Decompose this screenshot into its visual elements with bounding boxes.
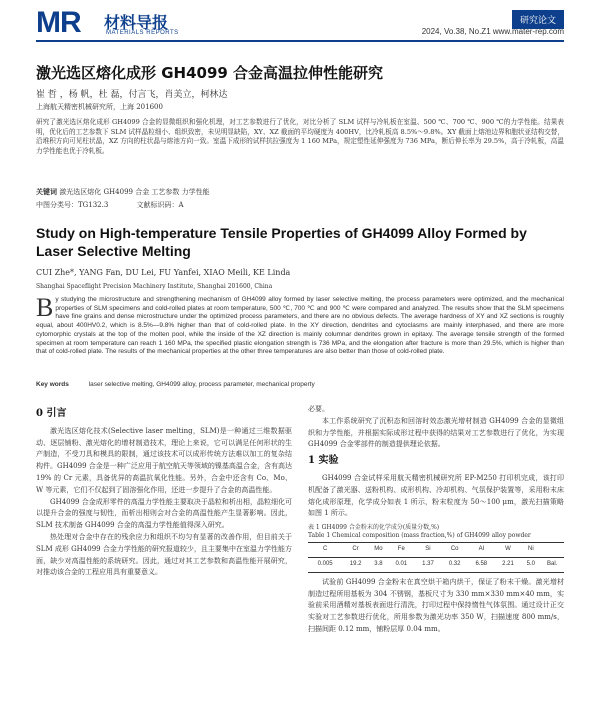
issue-line: 2024, Vo.38, No.Z1 www.mater-rep.com bbox=[421, 27, 564, 36]
table-header-cell: Mo bbox=[374, 546, 383, 553]
table-value-cell: 6.58 bbox=[475, 560, 488, 567]
authors-en: CUI Zhe*, YANG Fan, DU Lei, FU Yanfei, XIAO Meili, KE Linda bbox=[36, 268, 291, 277]
table-value-cell: 1.37 bbox=[422, 560, 434, 567]
table-header-cell: Fe bbox=[397, 546, 405, 553]
affiliation-cn: 上海航天精密机械研究所，上海 201600 bbox=[36, 103, 163, 111]
table-value-cell: 2.21 bbox=[502, 560, 514, 567]
section-1-heading: 1 实验 bbox=[308, 455, 339, 467]
composition-table bbox=[308, 542, 564, 573]
intro-paragraph-2: GH4099 合金成形零件的高温力学性能主要取决于晶粒和析出相，晶粒细化可以提升合金的强度与韧性，而析出相则会对合金的高温性能产生显著影响。因此，SLM 技术制备 GH4099 合金的高温力学性能值得深入研究。 bbox=[36, 497, 292, 530]
table-header-cell: Si bbox=[425, 546, 431, 553]
table-header-cell: Cr bbox=[352, 546, 359, 553]
journal-logo bbox=[36, 6, 206, 40]
keywords-en bbox=[36, 381, 564, 388]
section-0-heading: 0 引言 bbox=[36, 408, 67, 419]
abstract-en bbox=[36, 293, 564, 357]
keywords-en-label: Key words bbox=[36, 381, 69, 388]
keywords-cn-label: 关键词 bbox=[36, 187, 57, 196]
table-value-cell: Bal. bbox=[547, 560, 558, 567]
experiment-paragraph-2: 试验前 GH4099 合金粉末在真空烘干箱内烘干，保证了粉末干燥。激光增材制造过程所用基板为 304 不锈钢，基板尺寸为 330 mm×330 mm×40 mm，实验前采用酒精对基板表面进行清洗，打印过程中保持惰性气体氛围。通过设计正交实验对工艺参数进行优化，所用参数为激光功率 350 W，扫描速度 800 mm/s，扫描间距 0.12 mm，铺粉层厚 0.04 mm。 bbox=[308, 577, 564, 633]
left-column bbox=[36, 404, 292, 579]
table-value-cell: 0.01 bbox=[395, 560, 408, 567]
authors-cn: 崔 哲 ，杨 帆，杜 磊，付言飞，肖美立，柯林达 bbox=[36, 90, 228, 100]
intro-paragraph-1: 激光选区熔化技术(Selective laser melting，SLM)是一种通过三维数据驱动、逐层铺粉、激光熔化的增材制造技术，理论上来说，它可以满足任何形状的生产制造，不受刀具和模具的限制，通过该技术可以成形传统方法难以加工的复杂结构件。GH4099 合金是一种广泛应用于航空航天等领域的镍基高温合金，含有高达 19% 的 Cr 元素，具备优异的高温抗氧化性能。另外，合金中还含有 Co、Mo、W 等元素，它们不仅起到了固溶强化作用，还进一步提升了合金的高温性能。 bbox=[36, 426, 292, 494]
table-value-cell: 19.2 bbox=[349, 560, 362, 567]
table-header-cell: Al bbox=[478, 546, 484, 553]
intro-continuation: 必要。 bbox=[308, 405, 329, 413]
classification bbox=[36, 200, 564, 210]
abstract-en-text: y studying the microstructure and strengthening mechanism of GH4099 alloy formed by laser selective melting, the process parameters were optimized, and the mechanical properties of SLM specimens and cold-rolled plates at room temperature, 500 ℃, 700 ℃ and 900 ℃ were compared and analyzed. The results show that the SLM specimens have fine grains and dense microstructure under the optimized process parameters, and there are no obvious defects. The average hardness of XY and XZ sections is roughly equal, about 400HV0.2, which is 8.5%—9.8% higher than that of cold-rolled plate. In the XY direction, dendrites and cytoclasms are mainly interphased, and there are more cytomorphic crystals at the top of the molten pool, while the inside of the XZ direction is mainly columnar dendrites grown in epitaxy. The average tensile strength of the formed specimen at room temperature can reach 1 160 MPa, the specified plastic elongation strength is 736 MPa, and the elongation after fracture is more than 29.5%, which is higher than that of cold-rolled plate. The results of the mechanical properties at the other three temperatures are also better than those of cold-rolled plate. bbox=[36, 296, 564, 356]
title-cn: 激光选区熔化成形 GH4099 合金高温拉伸性能研究 bbox=[36, 64, 384, 82]
keywords-en-value: laser selective melting, GH4099 alloy, process parameter, mechanical property bbox=[88, 381, 315, 388]
table-value-cell: 0.32 bbox=[448, 560, 461, 567]
journal-header bbox=[0, 0, 600, 52]
logo-en: MATERIALS REPORTS bbox=[106, 30, 179, 36]
drop-cap: B bbox=[36, 293, 54, 322]
clc-number: 中图分类号：TG132.3 bbox=[36, 201, 109, 209]
table-1-caption-cn: 表 1 GH4099 合金粉末的化学成分(质量分数,%) bbox=[308, 524, 440, 532]
keywords-cn bbox=[36, 187, 564, 197]
doc-code: 文献标识码：A bbox=[136, 201, 184, 209]
table-value-cell: 5.0 bbox=[526, 560, 536, 567]
intro-paragraph-4: 本工作系统研究了沉积态和回溶时效态激光增材制造 GH4099 合金的显微组织和力学性能，并根据实际成形过程中获得的结果对工艺参数进行了优化，为实现 GH4099 合金零部件的制造提供理论依据。 bbox=[308, 416, 564, 449]
logo-mark: MR bbox=[36, 6, 81, 39]
header-divider bbox=[36, 40, 564, 42]
table-header-cell: W bbox=[505, 546, 511, 553]
right-column bbox=[308, 404, 564, 636]
keywords-cn-value: 激光选区熔化 GH4099 合金 工艺参数 力学性能 bbox=[59, 188, 210, 196]
section-tag: 研究论文 bbox=[512, 10, 564, 29]
intro-paragraph-3: 热处理对合金中存在的残余应力和组织不均匀有显著的改善作用，但目前关于 SLM 成形 GH4099 合金力学性能的研究报道较少，且主要集中在室温力学性能方面，缺少对高温性能的系统研究。因此，通过对其工艺参数和高温性能开展研究，对推动该合金的工程应用具有重要意义。 bbox=[36, 532, 292, 577]
title-en: Study on High-temperature Tensile Properties of GH4099 Alloy Formed by Laser Selective Melting bbox=[36, 225, 527, 259]
table-1-caption-en: Table 1 Chemical composition (mass fraction,%) of GH4099 alloy powder bbox=[308, 532, 531, 540]
table-header-cell: Co bbox=[450, 546, 459, 553]
logo-cn: 材料导报 bbox=[104, 13, 169, 32]
table-value-cell: 0.005 bbox=[317, 560, 333, 567]
table-header-cell: C bbox=[322, 546, 328, 553]
experiment-paragraph-1: GH4099 合金试样采用航天精密机械研究所 EP-M250 打印机完成，该打印机配备了激光器、送粉机构、成形机构、冷却机构、气氛保护装置等，采用粉末床熔化成形原理，化学成分如表 1 所示，粉末粒度为 50～100 μm，激光扫描策略如图 1 所示。 bbox=[308, 473, 564, 518]
affiliation-en: Shanghai Spaceflight Precision Machinery Institute, Shanghai 201600, China bbox=[36, 283, 273, 290]
table-header-cell: Ni bbox=[528, 546, 534, 553]
table-value-cell: 3.8 bbox=[374, 560, 383, 567]
abstract-cn: 研究了激光选区熔化成形 GH4099 合金的显微组织和强化机理，对工艺参数进行了优化，对比分析了 SLM 试样与冷轧板在室温、500 ℃、700 ℃、900 ℃的力学性能。结果表明，优化后的工艺参数下 SLM 试样晶粒细小、组织致密，未见明显缺陷，XY、XZ 截面的平均硬度为 400HV，比冷轧板高 8.5%～9.8%。XY 截面上熔池边界和胞状亚结构交替，沿堆积方向可见柱状晶，XZ 方向的柱状晶与熔池方向一致。室温下成形的试样抗拉强度为 1 160 MPa，规定塑性延伸强度为 736 MPa，断后伸长率为 29.5%，高于冷轧板，高温力学性能也优于冷轧板。 bbox=[36, 118, 564, 155]
